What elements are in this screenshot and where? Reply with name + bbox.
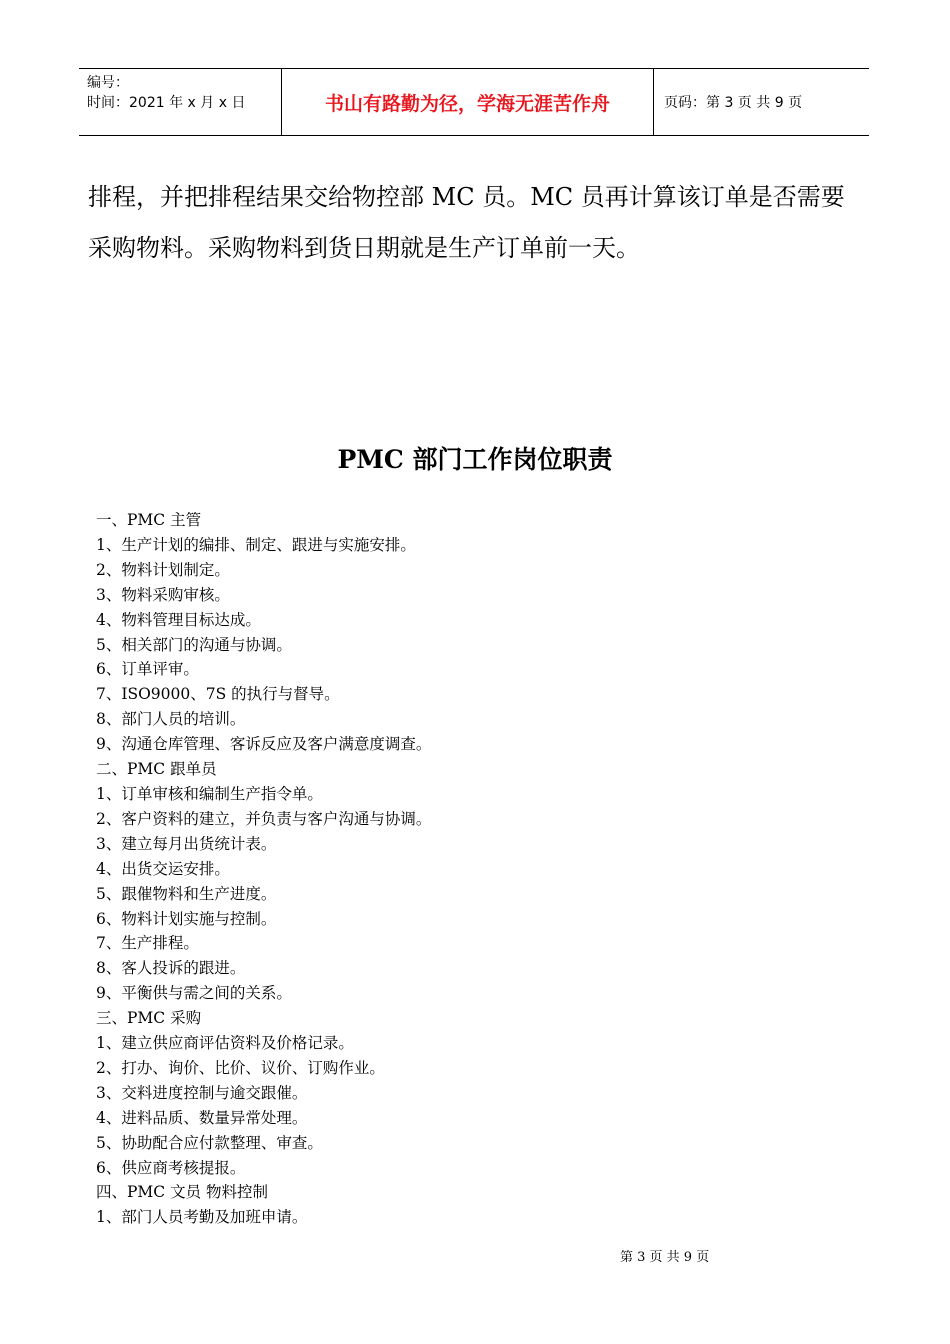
list-item: 5、相关部门的沟通与协调。 bbox=[96, 635, 292, 654]
list-item: 3、物料采购审核。 bbox=[96, 585, 230, 604]
list-item: 9、平衡供与需之间的关系。 bbox=[96, 984, 292, 1003]
list-item: 1、部门人员考勤及加班申请。 bbox=[96, 1208, 308, 1227]
list-item: 2、打办、询价、比价、议价、订购作业。 bbox=[96, 1058, 385, 1077]
list-item: 2、物料计划制定。 bbox=[96, 560, 230, 579]
list-item: 一、PMC 主管 bbox=[96, 511, 202, 529]
list-item: 5、协助配合应付款整理、审查。 bbox=[96, 1133, 323, 1152]
list-item: 2、客户资料的建立，并负责与客户沟通与协调。 bbox=[96, 809, 432, 828]
intro-line: 采购物料。采购物料到货日期就是生产订单前一天。 bbox=[88, 234, 640, 262]
duty-list bbox=[96, 508, 856, 1230]
list-item: 3、交料进度控制与逾交跟催。 bbox=[96, 1083, 308, 1102]
list-item: 4、进料品质、数量异常处理。 bbox=[96, 1108, 308, 1127]
list-item: 1、建立供应商评估资料及价格记录。 bbox=[96, 1034, 354, 1053]
header-meta bbox=[79, 69, 281, 135]
intro-paragraph bbox=[88, 172, 878, 274]
list-item: 三、PMC 采购 bbox=[96, 1009, 202, 1028]
list-item: 8、客人投诉的跟进。 bbox=[96, 959, 246, 978]
code-label: 编号： bbox=[87, 75, 129, 91]
list-item: 6、物料计划实施与控制。 bbox=[96, 909, 277, 928]
list-item: 6、供应商考核提报。 bbox=[96, 1158, 246, 1177]
list-item: 1、订单审核和编制生产指令单。 bbox=[96, 784, 323, 803]
document-title: PMC 部门工作岗位职责 bbox=[337, 445, 613, 474]
time-label: 时间：2021 年 x 月 x 日 bbox=[87, 95, 246, 111]
list-item: 四、PMC 文员 物料控制 bbox=[96, 1183, 269, 1202]
header-page-info: 页码：第 3 页 共 9 页 bbox=[664, 95, 803, 111]
list-item: 3、建立每月出货统计表。 bbox=[96, 834, 277, 853]
list-item: 9、沟通仓库管理、客诉反应及客户满意度调查。 bbox=[96, 735, 432, 754]
list-item: 6、订单评审。 bbox=[96, 660, 199, 679]
page-footer: 第 3 页 共 9 页 bbox=[620, 1250, 710, 1265]
list-item: 8、部门人员的培训。 bbox=[96, 710, 246, 729]
list-item: 二、PMC 跟单员 bbox=[96, 760, 217, 779]
header-motto: 书山有路勤为径，学海无涯苦作舟 bbox=[281, 69, 654, 135]
list-item: 7、生产排程。 bbox=[96, 934, 199, 953]
list-item: 4、物料管理目标达成。 bbox=[96, 610, 261, 629]
list-item: 7、ISO9000、7S 的执行与督导。 bbox=[96, 685, 340, 704]
page-header bbox=[79, 68, 869, 136]
list-item: 4、出货交运安排。 bbox=[96, 859, 230, 878]
list-item: 5、跟催物料和生产进度。 bbox=[96, 884, 277, 903]
list-item: 1、生产计划的编排、制定、跟进与实施安排。 bbox=[96, 535, 416, 554]
intro-line: 排程，并把排程结果交给物控部 MC 员。MC 员再计算该订单是否需要 bbox=[88, 183, 845, 211]
